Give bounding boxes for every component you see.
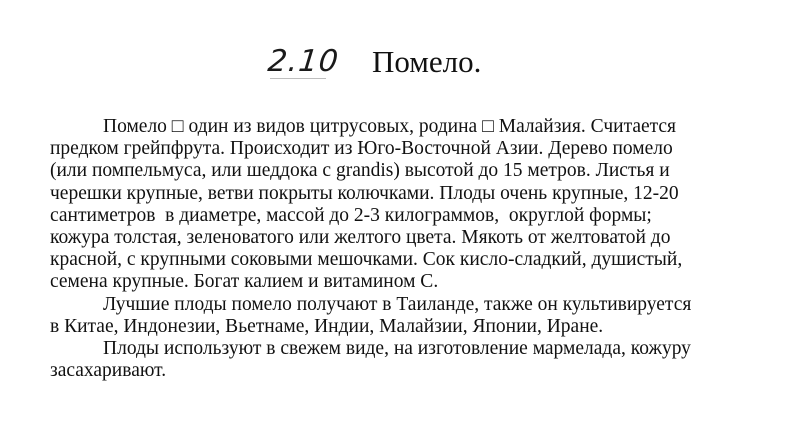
paragraph-description: Помело □ один из видов цитрусовых, родина □ Малайзия. Считается предком грейпфрута. Происходит из Юго-Восточной Азии. Дерево помело (или помпельмуса, или шеддока с grandis) высотой до 15 метров. Листья и черешки крупные, ветви покрыты колючками. Плоды очень крупные, 12-20 сантиметров в диаметре, массой до 2-3 килограммов, округлой формы; кожура толстая, зеленоватого или желтого цвета. Мякоть от желтоватой до красной, с крупными соковыми мешочками. Сок кисло-сладкий, душистый, семена крупные. Богат калием и витамином С. xyxy=(50,116,683,293)
page-title: Помело. xyxy=(372,44,482,79)
document-body xyxy=(50,116,765,382)
handwriting-baseline xyxy=(270,78,326,79)
paragraph-cultivation: Лучшие плоды помело получают в Таиланде, также он культивируется в Китае, Индонезии, Вьетнаме, Индии, Малайзии, Японии, Иране. xyxy=(50,293,692,337)
section-number-handwritten: 2.10 xyxy=(266,44,341,79)
paragraph-usage: Плоды используют в свежем виде, на изготовление мармелада, кожуру засахаривают. xyxy=(50,338,691,382)
